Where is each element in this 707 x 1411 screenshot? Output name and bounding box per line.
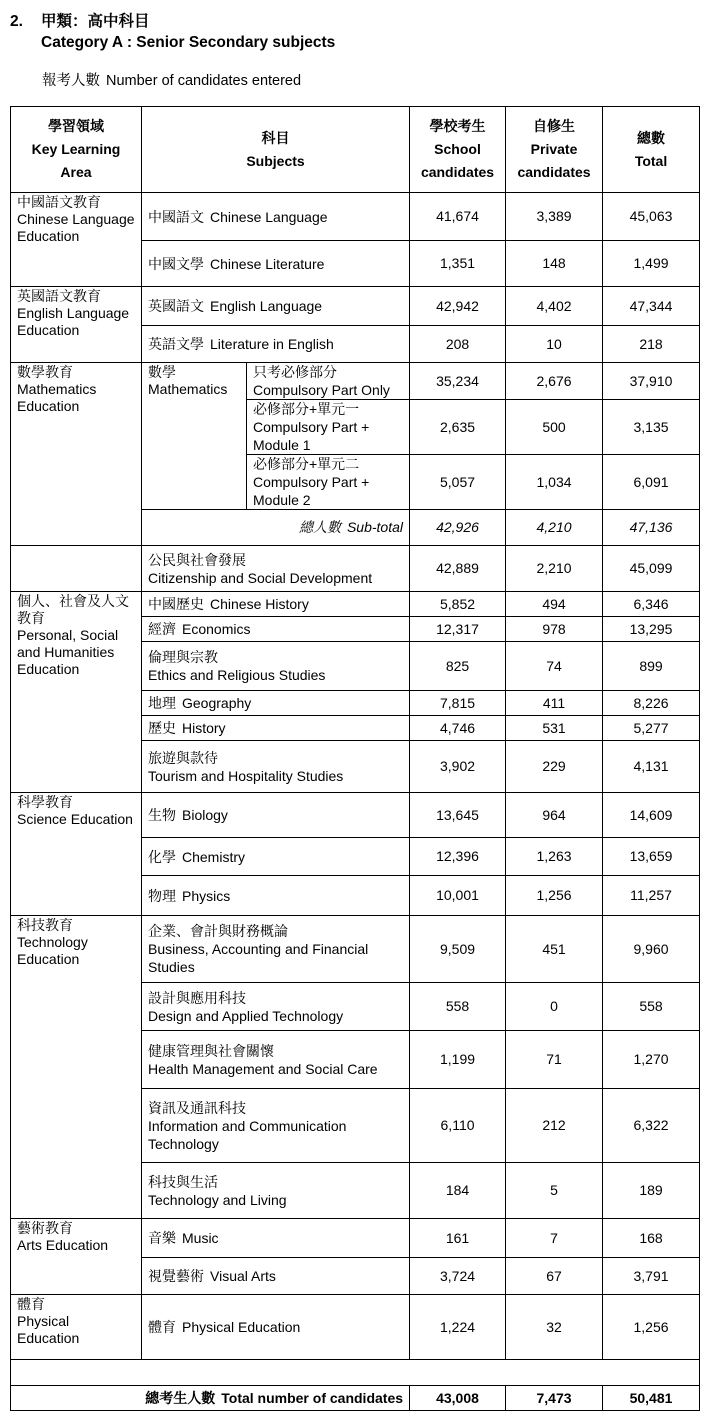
subject-english-language: 英國語文 English Language (142, 287, 410, 326)
table-row (11, 1219, 700, 1258)
private-count: 978 (506, 617, 603, 642)
school-count: 1,199 (410, 1031, 506, 1089)
grand-total-school: 43,008 (410, 1386, 506, 1411)
school-count: 42,926 (410, 510, 506, 546)
school-count: 12,396 (410, 838, 506, 876)
school-count: 42,942 (410, 287, 506, 326)
candidates-table (10, 106, 700, 1411)
private-count: 7 (506, 1219, 603, 1258)
grand-total-label: 總考生人數 Total number of candidates (11, 1386, 410, 1411)
private-count: 500 (506, 400, 603, 455)
grand-total-row (11, 1386, 700, 1411)
school-count: 5,057 (410, 455, 506, 510)
area-empty (11, 546, 142, 592)
total-count: 558 (603, 983, 700, 1031)
total-count: 9,960 (603, 916, 700, 983)
table-row (11, 793, 700, 838)
private-count: 3,389 (506, 193, 603, 241)
maths-compulsory-only: 只考必修部分 Compulsory Part Only (247, 363, 410, 400)
total-count: 3,135 (603, 400, 700, 455)
private-count: 10 (506, 326, 603, 363)
subject-chinese-language: 中國語文 Chinese Language (142, 193, 410, 241)
table-row (11, 546, 700, 592)
subject-ict: 資訊及通訊科技 Information and Communication Technology (142, 1089, 410, 1163)
maths-module-2: 必修部分+單元二 Compulsory Part + Module 2 (247, 455, 410, 510)
total-count: 1,256 (603, 1295, 700, 1360)
private-count: 74 (506, 642, 603, 691)
total-count: 4,131 (603, 741, 700, 793)
subject-visual-arts: 視覺藝術 Visual Arts (142, 1258, 410, 1295)
total-count: 45,099 (603, 546, 700, 592)
private-count: 411 (506, 691, 603, 716)
subject-physics: 物理 Physics (142, 876, 410, 916)
area-english: 英國語文教育 English Language Education (11, 287, 142, 363)
school-count: 1,351 (410, 241, 506, 287)
school-count: 1,224 (410, 1295, 506, 1360)
subject-bafs: 企業、會計與財務概論 Business, Accounting and Financial Studies (142, 916, 410, 983)
total-count: 13,295 (603, 617, 700, 642)
total-count: 47,136 (603, 510, 700, 546)
school-count: 13,645 (410, 793, 506, 838)
area-arts: 藝術教育 Arts Education (11, 1219, 142, 1295)
section-title-en: Category A : Senior Secondary subjects (41, 34, 336, 51)
school-count: 35,234 (410, 363, 506, 400)
subject-ers: 倫理與宗教 Ethics and Religious Studies (142, 642, 410, 691)
school-count: 3,724 (410, 1258, 506, 1295)
table-row (11, 592, 700, 617)
subject-hmsc: 健康管理與社會關懷 Health Management and Social Care (142, 1031, 410, 1089)
school-count: 6,110 (410, 1089, 506, 1163)
subject-music: 音樂 Music (142, 1219, 410, 1258)
total-count: 37,910 (603, 363, 700, 400)
area-maths: 數學教育 Mathematics Education (11, 363, 142, 546)
spacer-row (11, 1360, 700, 1386)
school-count: 4,746 (410, 716, 506, 741)
subject-csd: 公民與社會發展 Citizenship and Social Development (142, 546, 410, 592)
caption-zh: 報考人數 (42, 73, 100, 89)
total-count: 14,609 (603, 793, 700, 838)
subject-geography: 地理 Geography (142, 691, 410, 716)
total-count: 899 (603, 642, 700, 691)
subject-chinese-literature: 中國文學 Chinese Literature (142, 241, 410, 287)
table-row (11, 287, 700, 326)
total-count: 6,322 (603, 1089, 700, 1163)
school-count: 208 (410, 326, 506, 363)
maths-module-1: 必修部分+單元一 Compulsory Part + Module 1 (247, 400, 410, 455)
private-count: 531 (506, 716, 603, 741)
total-count: 168 (603, 1219, 700, 1258)
header-school: 學校考生 School candidates (410, 107, 506, 193)
total-count: 1,270 (603, 1031, 700, 1089)
total-count: 3,791 (603, 1258, 700, 1295)
private-count: 1,256 (506, 876, 603, 916)
total-count: 47,344 (603, 287, 700, 326)
section-heading (10, 11, 335, 53)
area-pe: 體育 Physical Education (11, 1295, 142, 1360)
area-technology: 科技教育 Technology Education (11, 916, 142, 1219)
subject-chemistry: 化學 Chemistry (142, 838, 410, 876)
caption-en: Number of candidates entered (106, 73, 302, 89)
school-count: 161 (410, 1219, 506, 1258)
maths-subtotal-label: 總人數 Sub-total (142, 510, 410, 546)
private-count: 212 (506, 1089, 603, 1163)
total-count: 6,091 (603, 455, 700, 510)
header-total: 總數 Total (603, 107, 700, 193)
table-caption (42, 69, 301, 90)
school-count: 41,674 (410, 193, 506, 241)
header-area: 學習領域 Key Learning Area (11, 107, 142, 193)
subject-biology: 生物 Biology (142, 793, 410, 838)
subject-literature-in-english: 英語文學 Literature in English (142, 326, 410, 363)
school-count: 9,509 (410, 916, 506, 983)
private-count: 2,210 (506, 546, 603, 592)
private-count: 4,402 (506, 287, 603, 326)
spacer-cell (11, 1360, 700, 1386)
private-count: 964 (506, 793, 603, 838)
header-private: 自修生 Private candidates (506, 107, 603, 193)
school-count: 558 (410, 983, 506, 1031)
school-count: 2,635 (410, 400, 506, 455)
subject-tl: 科技與生活 Technology and Living (142, 1163, 410, 1219)
area-chinese: 中國語文教育 Chinese Language Education (11, 193, 142, 287)
private-count: 4,210 (506, 510, 603, 546)
table-row (11, 1295, 700, 1360)
private-count: 148 (506, 241, 603, 287)
subject-dat: 設計與應用科技 Design and Applied Technology (142, 983, 410, 1031)
section-number: 2. (10, 13, 23, 30)
subject-history: 歷史 History (142, 716, 410, 741)
grand-total-total: 50,481 (603, 1386, 700, 1411)
table-row (11, 363, 700, 400)
total-count: 13,659 (603, 838, 700, 876)
subject-ths: 旅遊與款待 Tourism and Hospitality Studies (142, 741, 410, 793)
grand-total-private: 7,473 (506, 1386, 603, 1411)
private-count: 0 (506, 983, 603, 1031)
private-count: 71 (506, 1031, 603, 1089)
private-count: 2,676 (506, 363, 603, 400)
total-count: 5,277 (603, 716, 700, 741)
school-count: 3,902 (410, 741, 506, 793)
total-count: 189 (603, 1163, 700, 1219)
school-count: 5,852 (410, 592, 506, 617)
private-count: 67 (506, 1258, 603, 1295)
private-count: 1,034 (506, 455, 603, 510)
subject-physical-education: 體育 Physical Education (142, 1295, 410, 1360)
total-count: 1,499 (603, 241, 700, 287)
section-title-zh: 甲類：高中科目 (41, 13, 150, 30)
header-row (11, 107, 700, 193)
total-count: 8,226 (603, 691, 700, 716)
table-row (11, 916, 700, 983)
school-count: 825 (410, 642, 506, 691)
total-count: 45,063 (603, 193, 700, 241)
school-count: 12,317 (410, 617, 506, 642)
private-count: 494 (506, 592, 603, 617)
school-count: 7,815 (410, 691, 506, 716)
private-count: 451 (506, 916, 603, 983)
subject-economics: 經濟 Economics (142, 617, 410, 642)
table-row (11, 193, 700, 241)
subject-chinese-history: 中國歷史 Chinese History (142, 592, 410, 617)
private-count: 1,263 (506, 838, 603, 876)
school-count: 184 (410, 1163, 506, 1219)
school-count: 42,889 (410, 546, 506, 592)
school-count: 10,001 (410, 876, 506, 916)
private-count: 229 (506, 741, 603, 793)
total-count: 6,346 (603, 592, 700, 617)
subject-mathematics: 數學 Mathematics (142, 363, 247, 510)
private-count: 5 (506, 1163, 603, 1219)
total-count: 218 (603, 326, 700, 363)
area-science: 科學教育 Science Education (11, 793, 142, 916)
area-phse: 個人、社會及人文教育 Personal, Social and Humanities Education (11, 592, 142, 793)
header-subjects: 科目 Subjects (142, 107, 410, 193)
total-count: 11,257 (603, 876, 700, 916)
private-count: 32 (506, 1295, 603, 1360)
